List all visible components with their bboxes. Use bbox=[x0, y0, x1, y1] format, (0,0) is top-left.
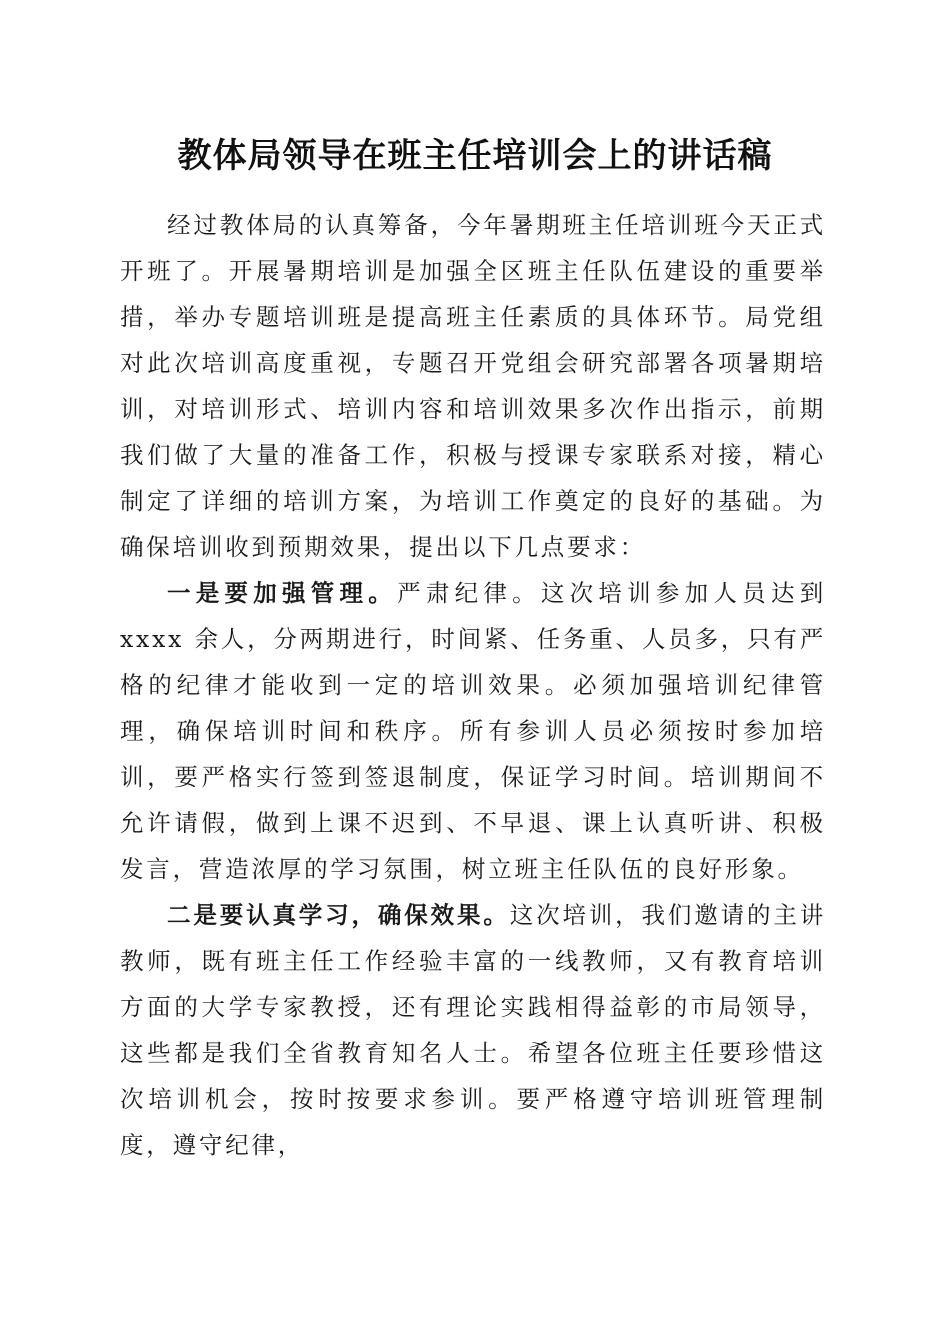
section-2-lead: 二是要认真学习，确保效果。 bbox=[167, 901, 510, 929]
section-2-paragraph bbox=[120, 892, 826, 1168]
section-1-paragraph bbox=[120, 570, 826, 892]
intro-paragraph: 经过教体局的认真筹备，今年暑期班主任培训班今天正式开班了。开展暑期培训是加强全区班主任队伍建设的重要举措，举办专题培训班是提高班主任素质的具体环节。局党组对此次培训高度重视，专题召开党组会研究部署各项暑期培训，对培训形式、培训内容和培训效果多次作出指示，前期我们做了大量的准备工作，积极与授课专家联系对接，精心制定了详细的培训方案，为培训工作奠定的良好的基础。为确保培训收到预期效果，提出以下几点要求： bbox=[120, 211, 826, 561]
section-1-lead: 一是要加强管理。 bbox=[167, 579, 398, 607]
section-2-text: 这次培训，我们邀请的主讲教师，既有班主任工作经验丰富的一线教师，又有教育培训方面的大学专家教授，还有理论实践相得益彰的市局领导，这些都是我们全省教育知名人士。希望各位班主任要珍惜这次培训机会，按时按要求参训。要严格遵守培训班管理制度，遵守纪律， bbox=[120, 901, 826, 1159]
section-1-text: 严肃纪律。这次培训参加人员达到 xxxx 余人，分两期进行，时间紧、任务重、人员多，只有严格的纪律才能收到一定的培训效果。必须加强培训纪律管理，确保培训时间和秩序。所有参训人员必须按时参加培训，要严格实行签到签退制度，保证学习时间。培训期间不允许请假，做到上课不迟到、不早退、课上认真听讲、积极发言，营造浓厚的学习氛围，树立班主任队伍的良好形象。 bbox=[120, 579, 827, 883]
document-body bbox=[120, 202, 826, 1168]
document-title: 教体局领导在班主任培训会上的讲话稿 bbox=[177, 136, 773, 176]
